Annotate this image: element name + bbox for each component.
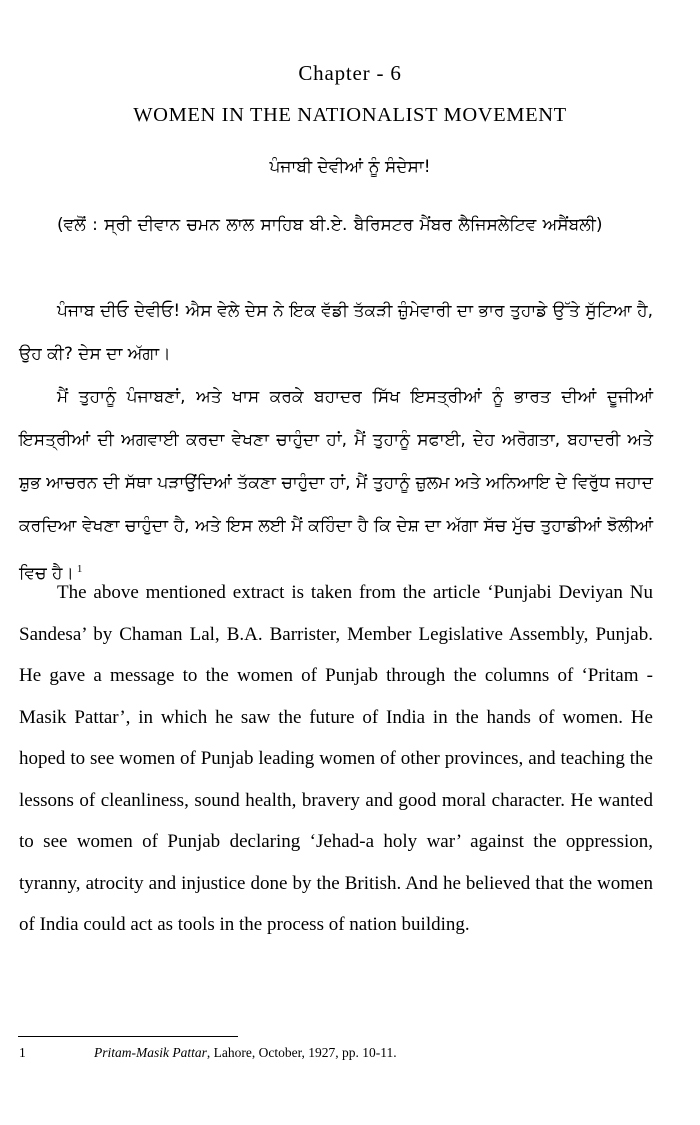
footnote-source-title: Pritam-Masik Pattar <box>94 1045 207 1060</box>
chapter-label: Chapter - 6 <box>298 61 402 85</box>
punjabi-attribution: (ਵਲੋਂ : ਸ੍ਰੀ ਦੀਵਾਨ ਚਮਨ ਲਾਲ ਸਾਹਿਬ ਬੀ.ਏ. ਬੈਰਿਸਟਰ ਮੈਂਬਰ ਲੈਜਿਸਲੇਟਿਵ ਅਸੈਂਬਲੀ) <box>57 215 603 235</box>
footnote-separator-rule <box>18 1036 238 1037</box>
punjabi-paragraph-2 <box>19 376 653 596</box>
footnote-reference-marker: 1 <box>76 563 83 575</box>
page-title: WOMEN IN THE NATIONALIST MOVEMENT <box>133 104 567 126</box>
english-commentary-paragraph: The above mentioned extract is taken from the article ‘Punjabi Deviyan Nu Sandesa’ by Chaman Lal, B.A. Barrister, Member Legislative Assembly, Punjab. He gave a message to the women of Punjab through the columns of ‘Pritam - Masik Pattar’, in which he saw the future of India in the hands of women. He hoped to see women of Punjab leading women of other provinces, and teaching the lessons of cleanliness, sound health, bravery and good moral character. He wanted to see women of Punjab declaring ‘Jehad-a holy war’ against the oppression, tyranny, atrocity and injustice done by the British. And he believed that the women of India could act as tools in the process of nation building. <box>19 582 653 935</box>
footnote <box>19 1044 653 1062</box>
footnote-number: 1 <box>19 1045 26 1060</box>
punjabi-paragraph-2-text: ਮੈਂ ਤੁਹਾਨੂੰ ਪੰਜਾਬਣਾਂ, ਅਤੇ ਖਾਸ ਕਰਕੇ ਬਹਾਦਰ ਸਿੱਖ ਇਸਤ੍ਰੀਆਂ ਨੂੰ ਭਾਰਤ ਦੀਆਂ ਦੂਜੀਆਂ ਇਸਤ੍ਰੀਆਂ ਦੀ ਅਗਵਾਈ ਕਰਦਾ ਵੇਖਣਾ ਚਾਹੁੰਦਾ ਹਾਂ, ਮੈਂ ਤੁਹਾਨੂੰ ਸਫਾਈ, ਦੇਹ ਅਰੋਗਤਾ, ਬਹਾਦਰੀ ਅਤੇ ਸ਼ੁਭ ਆਚਰਨ ਦੀ ਸੱਥਾ ਪੜਾਉਂਦਿਆਂ ਤੱਕਣਾ ਚਾਹੁੰਦਾ ਹਾਂ, ਮੈਂ ਤੁਹਾਨੂੰ ਜ਼ੁਲਮ ਅਤੇ ਅਨਿਆਇ ਦੇ ਵਿਰੁੱਧ ਜਹਾਦ ਕਰਦਿਆ ਵੇਖਣਾ ਚਾਹੁੰਦਾ ਹੈ, ਅਤੇ ਇਸ ਲਈ ਮੈਂ ਕਹਿੰਦਾ ਹੈ ਕਿ ਦੇਸ਼ ਦਾ ਅੱਗਾ ਸੱਚ ਮੁੱਚ ਤੁਹਾਡੀਆਂ ਝੋਲੀਆਂ ਵਿਚ ਹੈ। <box>19 387 653 584</box>
punjabi-article-title: ਪੰਜਾਬੀ ਦੇਵੀਆਂ ਨੂੰ ਸੰਦੇਸਾ! <box>269 157 431 177</box>
footnote-source-details: , Lahore, October, 1927, pp. 10-11. <box>206 1045 397 1060</box>
punjabi-paragraph-1: ਪੰਜਾਬ ਦੀਓ ਦੇਵੀਓ! ਐਸ ਵੇਲੇ ਦੇਸ ਨੇ ਇਕ ਵੱਡੀ ਤੱਕੜੀ ਜ਼ੁੰਮੇਵਾਰੀ ਦਾ ਭਾਰ ਤੁਹਾਡੇ ਉੱਤੇ ਸੁੱਟਿਆ ਹੈ, ਉਹ ਕੀ? ਦੇਸ ਦਾ ਅੱਗਾ। <box>19 301 653 364</box>
